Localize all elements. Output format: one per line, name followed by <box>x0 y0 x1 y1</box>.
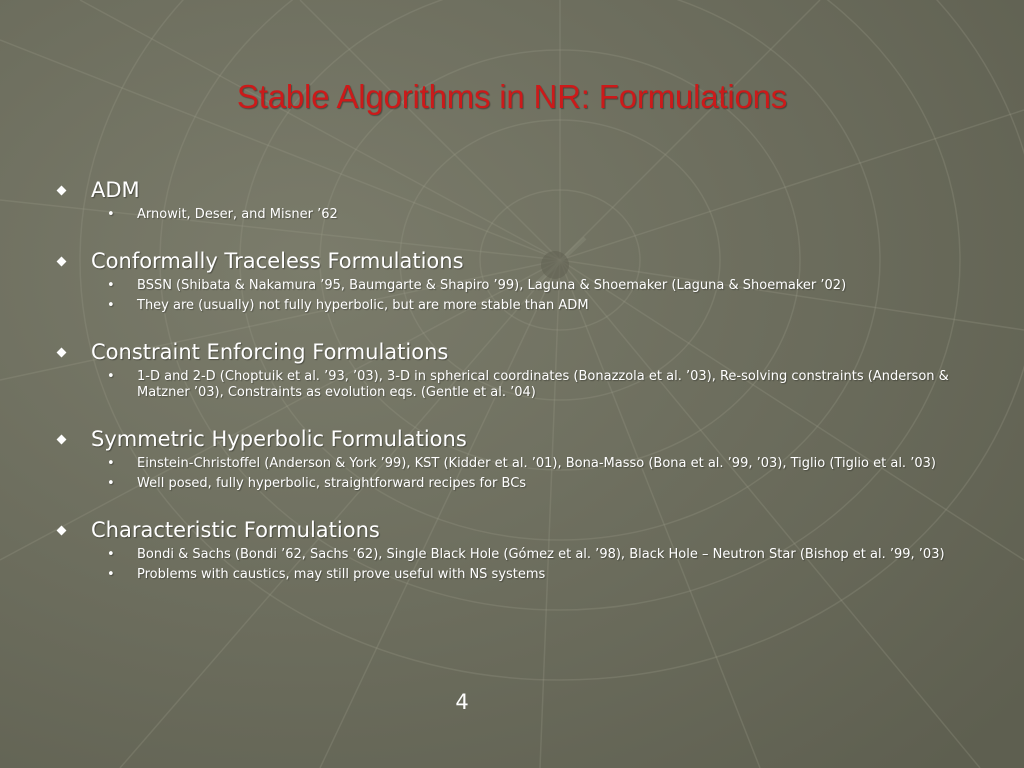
bullet-dot-icon: • <box>107 207 115 222</box>
sub-bullet-text: 1-D and 2-D (Choptuik et al. ’93, ’03), 3-D in spherical coordinates (Bonazzola et al. ’03), Re-solving constraints (Anderson & Matzner ’03), Constraints as evolution eqs. (Gentle et al. ’04) <box>137 369 949 400</box>
diamond-bullet-icon <box>57 526 67 536</box>
section-conformally-traceless <box>55 247 965 314</box>
section-heading <box>55 338 965 366</box>
sub-bullet <box>55 547 965 563</box>
sub-bullet <box>55 476 965 492</box>
bullet-dot-icon: • <box>107 456 115 471</box>
section-heading-text: Conformally Traceless Formulations <box>91 249 464 273</box>
bullet-dot-icon: • <box>107 567 115 582</box>
sub-bullet-text: Einstein-Christoffel (Anderson & York ’99), KST (Kidder et al. ’01), Bona-Masso (Bona et al. ’99, ’03), Tiglio (Tiglio et al. ’03) <box>137 456 936 471</box>
bullet-dot-icon: • <box>107 476 115 491</box>
section-heading <box>55 425 965 453</box>
bullet-dot-icon: • <box>107 298 115 313</box>
section-heading <box>55 176 965 204</box>
diamond-bullet-icon <box>57 186 67 196</box>
bullet-dot-icon: • <box>107 278 115 293</box>
bullet-dot-icon: • <box>107 547 115 562</box>
bullet-dot-icon: • <box>107 369 115 384</box>
section-heading <box>55 247 965 275</box>
sub-bullet <box>55 298 965 314</box>
section-heading-text: ADM <box>91 178 140 202</box>
sub-bullet-text: Well posed, fully hyperbolic, straightforward recipes for BCs <box>137 476 527 491</box>
diamond-bullet-icon <box>57 348 67 358</box>
section-adm <box>55 176 965 223</box>
sub-bullet-text: Problems with caustics, may still prove useful with NS systems <box>137 567 546 582</box>
section-symmetric-hyperbolic <box>55 425 965 492</box>
sub-bullet-text: Bondi & Sachs (Bondi ’62, Sachs ’62), Single Black Hole (Gómez et al. ’98), Black Hole – Neutron Star (Bishop et al. ’99, ’03) <box>137 547 945 562</box>
section-heading-text: Symmetric Hyperbolic Formulations <box>91 427 467 451</box>
formulations-list <box>55 176 965 583</box>
sub-bullet <box>55 369 965 401</box>
page-number: 4 <box>455 690 469 714</box>
diamond-bullet-icon <box>57 435 67 445</box>
sub-bullet-text: BSSN (Shibata & Nakamura ’95, Baumgarte & Shapiro ’99), Laguna & Shoemaker (Laguna & Shoemaker ’02) <box>137 278 847 293</box>
sub-bullet-text: Arnowit, Deser, and Misner ’62 <box>137 207 338 222</box>
diamond-bullet-icon <box>57 257 67 267</box>
section-heading <box>55 516 965 544</box>
sub-bullet <box>55 456 965 472</box>
sub-bullet <box>55 207 965 223</box>
section-constraint-enforcing <box>55 338 965 401</box>
section-heading-text: Characteristic Formulations <box>91 518 380 542</box>
section-characteristic <box>55 516 965 583</box>
sub-bullet <box>55 278 965 294</box>
slide-title: Stable Algorithms in NR: Formulations <box>236 78 788 115</box>
section-heading-text: Constraint Enforcing Formulations <box>91 340 449 364</box>
sub-bullet-text: They are (usually) not fully hyperbolic, but are more stable than ADM <box>137 298 589 313</box>
sub-bullet <box>55 567 965 583</box>
